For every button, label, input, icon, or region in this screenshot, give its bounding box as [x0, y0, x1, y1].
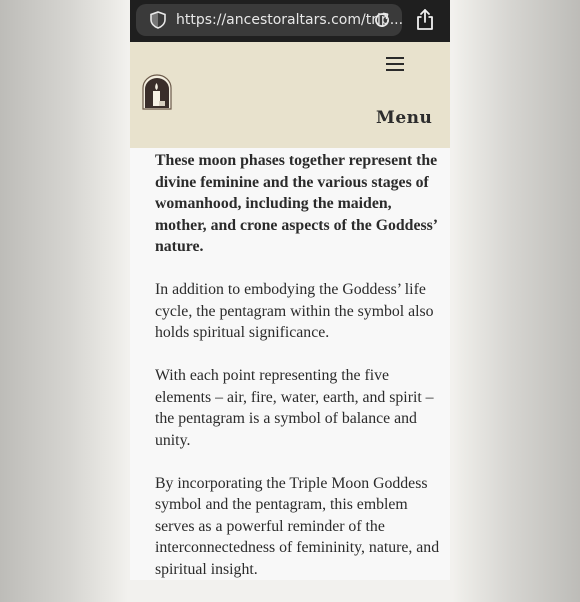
phone-screen — [130, 0, 450, 580]
share-icon[interactable] — [414, 8, 436, 32]
article-paragraph: By incorporating the Triple Moon Goddess symbol and the pentagram, this emblem serves as a powerful reminder of the interconnectedness of femininity, nature, and spiritual insight. — [155, 474, 440, 578]
article-paragraph: In addition to embodying the Goddess’ life cycle, the pentagram within the symbol also holds spiritual significance. — [155, 281, 434, 341]
article-content — [155, 150, 440, 602]
url-text[interactable]: https://ancestoraltars.com/trip... — [176, 12, 404, 28]
article-paragraph: With each point representing the five elements – air, fire, water, earth, and spirit – the pentagram is a symbol of balance and unity. — [155, 367, 434, 449]
reload-icon[interactable] — [372, 10, 392, 30]
shield-icon[interactable] — [148, 10, 168, 30]
site-header — [130, 42, 450, 148]
address-bar[interactable] — [136, 4, 402, 36]
hamburger-menu-icon[interactable] — [386, 56, 408, 72]
article-paragraph: These moon phases together represent the divine feminine and the various stages of womanhood, including the maiden, mother, and crone aspects of the Goddess’ nature. — [155, 152, 438, 255]
altar-candle-logo[interactable] — [142, 74, 172, 110]
browser-toolbar — [130, 0, 450, 42]
menu-label[interactable]: Menu — [376, 108, 433, 128]
